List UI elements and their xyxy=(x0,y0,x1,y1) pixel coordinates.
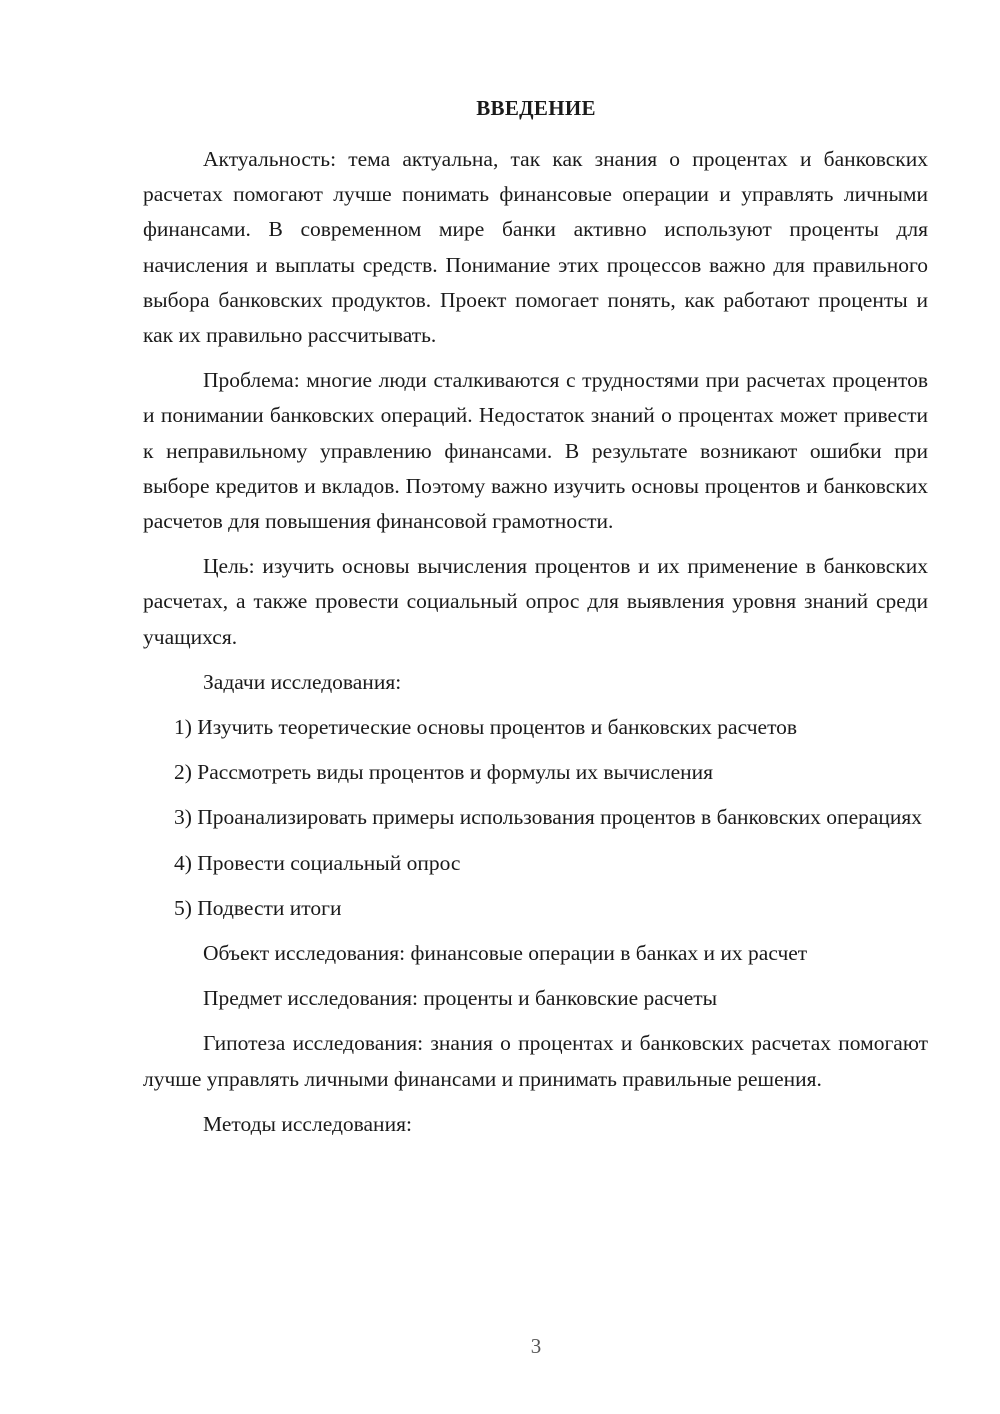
research-object: Объект исследования: финансовые операции в банках и их расчет xyxy=(203,941,808,966)
page-number: 3 xyxy=(530,1334,542,1358)
task-item-3: 3) Проанализировать примеры использования процентов в банковских операциях xyxy=(174,805,923,830)
task-item-1: 1) Изучить теоретические основы процентов и банковских расчетов xyxy=(174,715,798,740)
task-item-5: 5) Подвести итоги xyxy=(174,895,342,920)
research-hypothesis: Гипотеза исследования: знания о процентах и банковских расчетах помогают лучше управлять личными финансами и принимать правильные решения. xyxy=(143,1031,928,1091)
methods-heading: Методы исследования: xyxy=(203,1111,412,1136)
task-item-4: 4) Провести социальный опрос xyxy=(174,850,461,875)
page-title: ВВЕДЕНИЕ xyxy=(476,96,596,120)
tasks-heading: Задачи исследования: xyxy=(203,669,402,694)
paragraph-problem: Проблема: многие люди сталкиваются с трудностями при расчетах процентов и понимании банковских операций. Недостаток знаний о процентах может привести к неправильному управлению финансами. В результате возникают ошибки при выборе кредитов и вкладов. Поэтому важно изучить основы процентов и банковских расчетов для повышения финансовой грамотности. xyxy=(143,368,928,534)
paragraph-goal: Цель: изучить основы вычисления процентов и их применение в банковских расчетах, а также провести социальный опрос для выявления уровня знаний среди учащихся. xyxy=(143,554,928,649)
research-subject: Предмет исследования: проценты и банковские расчеты xyxy=(203,986,718,1011)
task-item-2: 2) Рассмотреть виды процентов и формулы их вычисления xyxy=(174,760,714,785)
page-body xyxy=(143,142,928,1152)
paragraph-relevance: Актуальность: тема актуальна, так как знания о процентах и банковских расчетах помогают лучше понимать финансовые операции и управлять личными финансами. В современном мире банки активно используют проценты для начисления и выплаты средств. Понимание этих процессов важно для правильного выбора банковских продуктов. Проект помогает понять, как работают проценты и как их правильно рассчитывать. xyxy=(143,147,928,348)
